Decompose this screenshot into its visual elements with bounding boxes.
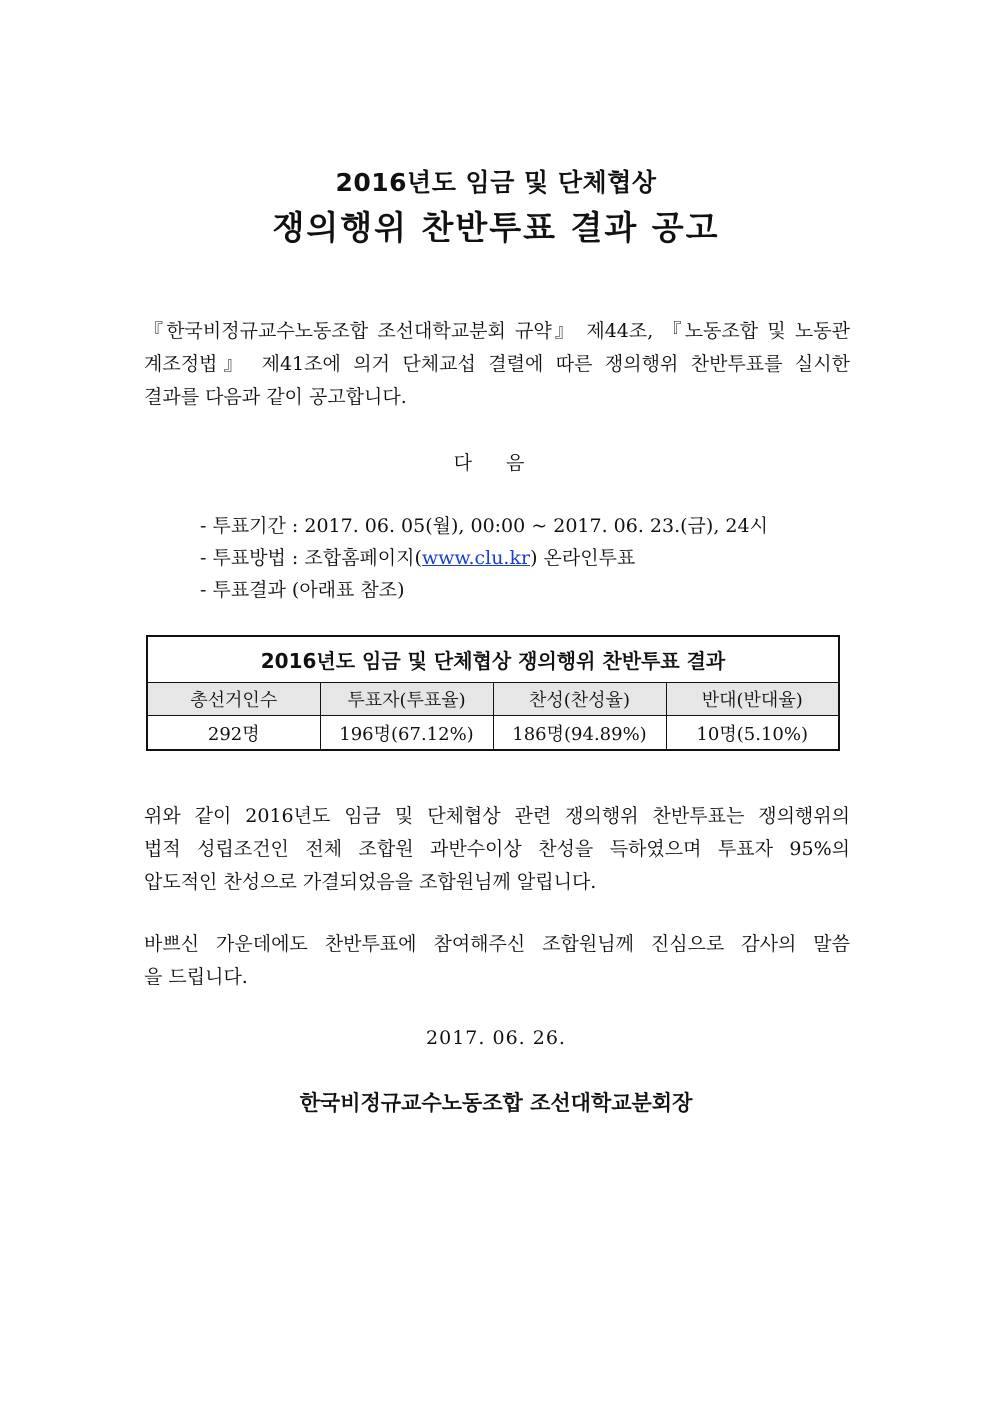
signer-name: 한국비정규교수노동조합 조선대학교분회장	[299, 1091, 693, 1115]
value-turnout: 196명(67.12%)	[320, 716, 493, 751]
thanks-line-2: 을 드립니다.	[144, 966, 248, 988]
vote-period-item: - 투표기간 : 2017. 06. 05(월), 00:00 ~ 2017. 06. 23.(금), 24시	[200, 515, 768, 537]
thanks-paragraph	[144, 928, 850, 994]
vote-method-suffix: ) 온라인투표	[530, 547, 636, 569]
intro-line-2: 계조정법』 제41조에 의거 단체교섭 결렬에 따른 쟁의행위 찬반투표를 실시한	[144, 353, 850, 375]
document-title-line1: 2016년도 임금 및 단체협상	[335, 168, 657, 197]
header-total-voters: 총선거인수	[147, 683, 320, 716]
notice-date: 2017. 06. 26.	[426, 1027, 566, 1049]
table-header-row	[147, 683, 839, 716]
header-oppose: 반대(반대율)	[666, 683, 839, 716]
document-title-line2: 쟁의행위 찬반투표 결과 공고	[272, 208, 720, 247]
intro-line-1: 『한국비정규교수노동조합 조선대학교분회 규약』 제44조, 『노동조합 및 노동관	[144, 320, 850, 342]
intro-paragraph	[144, 315, 850, 414]
header-turnout: 투표자(투표율)	[320, 683, 493, 716]
conclusion-line-3: 압도적인 찬성으로 가결되었음을 조합원님께 알립니다.	[144, 871, 597, 893]
table-caption: 2016년도 임금 및 단체협상 쟁의행위 찬반투표 결과	[147, 636, 839, 683]
header-approve: 찬성(찬성율)	[493, 683, 666, 716]
conclusion-line-1: 위와 같이 2016년도 임금 및 단체협상 관련 쟁의행위 찬반투표는 쟁의행위의	[144, 805, 850, 827]
vote-method-prefix: - 투표방법 : 조합홈페이지(	[200, 547, 422, 569]
value-approve: 186명(94.89%)	[493, 716, 666, 751]
value-oppose: 10명(5.10%)	[666, 716, 839, 751]
conclusion-paragraph	[144, 800, 850, 899]
vote-result-item: - 투표결과 (아래표 참조)	[200, 579, 405, 601]
table-row	[147, 716, 839, 751]
conclusion-line-2: 법적 성립조건인 전체 조합원 과반수이상 찬성을 득하였으며 투표자 95%의	[144, 838, 850, 860]
value-total-voters: 292명	[147, 716, 320, 751]
vote-result-table	[146, 635, 840, 751]
notice-heading: 다 음	[453, 452, 539, 474]
vote-method-item	[200, 542, 768, 574]
union-homepage-link[interactable]: www.clu.kr	[421, 547, 531, 569]
thanks-line-1: 바쁘신 가운데에도 찬반투표에 참여해주신 조합원님께 진심으로 감사의 말씀	[144, 933, 850, 955]
intro-line-3: 결과를 다음과 같이 공고합니다.	[144, 386, 407, 408]
vote-details-list	[200, 510, 768, 606]
